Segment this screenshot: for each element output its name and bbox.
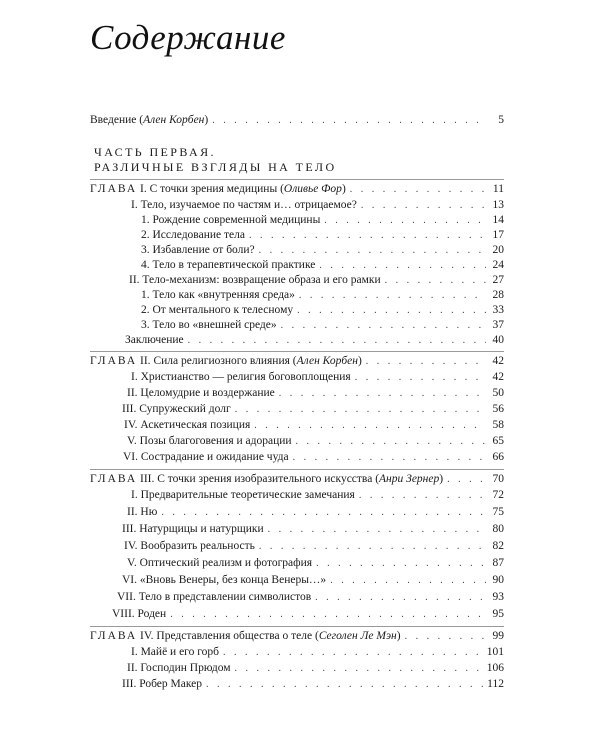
entry-text: I. Майё и его горб — [131, 646, 220, 658]
chapter-author: Анри Зернер — [379, 473, 440, 485]
chapter-author: Ален Корбен — [296, 355, 358, 367]
entry-text: VIII. Роден — [112, 608, 167, 620]
page-number: 90 — [492, 574, 504, 586]
toc-entry[interactable] — [125, 333, 504, 348]
chapter-1-heading[interactable]: ГЛАВА I. С точки зрения медицины (Оливье Фор) . . . 11 — [90, 182, 504, 197]
page-number: 95 — [492, 608, 504, 620]
page-number: 20 — [492, 244, 504, 256]
entry-text: 2. От ментального к телесному — [141, 304, 294, 316]
toc-entry[interactable] — [122, 522, 504, 537]
page-number: 66 — [492, 451, 504, 463]
entry-text: V. Оптический реализм и фотография — [127, 557, 313, 569]
page-number: 40 — [492, 334, 504, 346]
toc-entry[interactable] — [127, 556, 504, 571]
chapter-2-heading[interactable]: ГЛАВА II. Сила религиозного влияния (Ален Корбен) . . . 42 — [90, 354, 504, 369]
page-number: 112 — [487, 678, 504, 690]
entry-text: II. Ню — [127, 506, 158, 518]
toc-entry[interactable] — [129, 273, 504, 288]
divider — [90, 351, 504, 352]
toc-entry-intro[interactable]: Введение (Ален Корбен) . . . 5 — [90, 113, 504, 128]
chapter-author: Сеголен Ле Мэн — [318, 630, 397, 642]
entry-text: IV. Аскетическая позиция — [124, 419, 251, 431]
chapter-4-heading[interactable]: ГЛАВА IV. Представления общества о теле (Сеголен Ле Мэн) . . . 99 — [90, 629, 504, 644]
toc-entry[interactable] — [127, 505, 504, 520]
page-number: 80 — [492, 523, 504, 535]
chapter-title: С точки зрения медицины — [149, 183, 278, 195]
page-number: 42 — [492, 355, 504, 367]
entry-text: 1. Рождение современной медицины — [141, 214, 321, 226]
page-number: 17 — [492, 229, 504, 241]
page-number: 14 — [492, 214, 504, 226]
page-number: 82 — [492, 540, 504, 552]
entry-text: I. Христианство — религия боговоплощения — [131, 371, 351, 383]
chapter-title: Сила религиозного влияния — [153, 355, 290, 367]
page-number: 56 — [492, 403, 504, 415]
page-number: 37 — [492, 319, 504, 331]
divider — [90, 626, 504, 627]
intro-label: Введение — [90, 114, 137, 126]
chapter-author: Оливье Фор — [283, 183, 342, 195]
divider — [90, 469, 504, 470]
toc-entry[interactable] — [131, 488, 504, 503]
toc-entry[interactable] — [141, 303, 504, 318]
page-number: 106 — [486, 662, 504, 674]
toc-entry[interactable] — [112, 607, 504, 622]
toc-entry[interactable] — [141, 243, 504, 258]
toc-entry[interactable] — [117, 590, 504, 605]
page-number: 99 — [492, 630, 504, 642]
entry-text: 2. Исследование тела — [141, 229, 245, 241]
toc-entry[interactable] — [141, 258, 504, 273]
page-number: 72 — [492, 489, 504, 501]
chapter-label: ГЛАВА — [90, 630, 138, 642]
entry-text: V. Позы благоговения и адорации — [127, 435, 292, 447]
chapter-3-heading[interactable]: ГЛАВА III. С точки зрения изобразительного искусства (Анри Зернер) . . . 70 — [90, 472, 504, 487]
chapter-number: I. — [140, 183, 147, 195]
toc-entry[interactable] — [131, 645, 504, 660]
toc-entry[interactable] — [131, 198, 504, 213]
chapter-label: ГЛАВА — [90, 183, 138, 195]
toc-entry[interactable] — [123, 450, 504, 465]
toc-entry[interactable] — [124, 539, 504, 554]
page-number: 13 — [492, 199, 504, 211]
toc-entry[interactable] — [124, 418, 504, 433]
page-number: 101 — [486, 646, 504, 658]
toc-entry[interactable] — [141, 318, 504, 333]
entry-text: III. Робер Макер — [122, 678, 203, 690]
page-number: 11 — [492, 183, 504, 195]
chapter-title: Представления общества о теле — [156, 630, 313, 642]
chapter-label: ГЛАВА — [90, 473, 138, 485]
entry-text: III. Супружеский долг — [122, 403, 231, 415]
intro-author: Ален Корбен — [143, 114, 205, 126]
entry-text: IV. Вообразить реальность — [124, 540, 255, 552]
entry-text: III. Натурщицы и натурщики — [122, 523, 264, 535]
page-number: 87 — [492, 557, 504, 569]
toc-entry[interactable] — [122, 677, 504, 692]
page-number: 28 — [492, 289, 504, 301]
divider — [90, 179, 504, 180]
entry-text: 4. Тело в терапевтической практике — [141, 259, 316, 271]
page-number: 70 — [492, 473, 504, 485]
page-number: 75 — [492, 506, 504, 518]
page-number: 5 — [498, 114, 504, 126]
entry-text: II. Господин Прюдом — [127, 662, 231, 674]
page-number: 33 — [492, 304, 504, 316]
chapter-number: II. — [140, 355, 151, 367]
chapter-number: IV. — [140, 630, 154, 642]
entry-text: II. Целомудрие и воздержание — [127, 387, 275, 399]
page-number: 50 — [492, 387, 504, 399]
part-heading-line1: ЧАСТЬ ПЕРВАЯ. — [94, 145, 216, 159]
page-number: 42 — [492, 371, 504, 383]
page-number: 65 — [492, 435, 504, 447]
toc-entry[interactable] — [141, 228, 504, 243]
chapter-number: III. — [140, 473, 155, 485]
chapter-title: С точки зрения изобразительного искусства — [157, 473, 373, 485]
page-number: 24 — [492, 259, 504, 271]
part-heading-line2: РАЗЛИЧНЫЕ ВЗГЛЯДЫ НА ТЕЛО — [94, 160, 337, 174]
entry-text: VII. Тело в представлении символистов — [117, 591, 312, 603]
page-number: 93 — [492, 591, 504, 603]
entry-text: 3. Избавление от боли? — [141, 244, 255, 256]
entry-text: 1. Тело как «внутренняя среда» — [141, 289, 295, 301]
entry-text: II. Тело-механизм: возвращение образа и его рамки — [129, 274, 381, 286]
toc-entry[interactable] — [127, 661, 504, 676]
toc-entry[interactable] — [131, 370, 504, 385]
toc-entry[interactable] — [127, 434, 504, 449]
entry-text: I. Предварительные теоретические замечания — [131, 489, 355, 501]
chapter-label: ГЛАВА — [90, 355, 138, 367]
entry-text: VI. «Вновь Венеры, без конца Венеры…» — [122, 574, 327, 586]
toc-entry[interactable] — [122, 573, 504, 588]
entry-text: I. Тело, изучаемое по частям и… отрицаемое? — [131, 199, 357, 211]
entry-text: Заключение — [125, 334, 184, 346]
page-title: Содержание — [90, 18, 286, 57]
entry-text: 3. Тело во «внешней среде» — [141, 319, 277, 331]
page-number: 27 — [492, 274, 504, 286]
entry-text: VI. Сострадание и ожидание чуда — [123, 451, 289, 463]
page-number: 58 — [492, 419, 504, 431]
toc-entry[interactable] — [141, 288, 504, 303]
toc-entry[interactable] — [127, 386, 504, 401]
toc-entry[interactable] — [141, 213, 504, 228]
toc-entry[interactable] — [122, 402, 504, 417]
